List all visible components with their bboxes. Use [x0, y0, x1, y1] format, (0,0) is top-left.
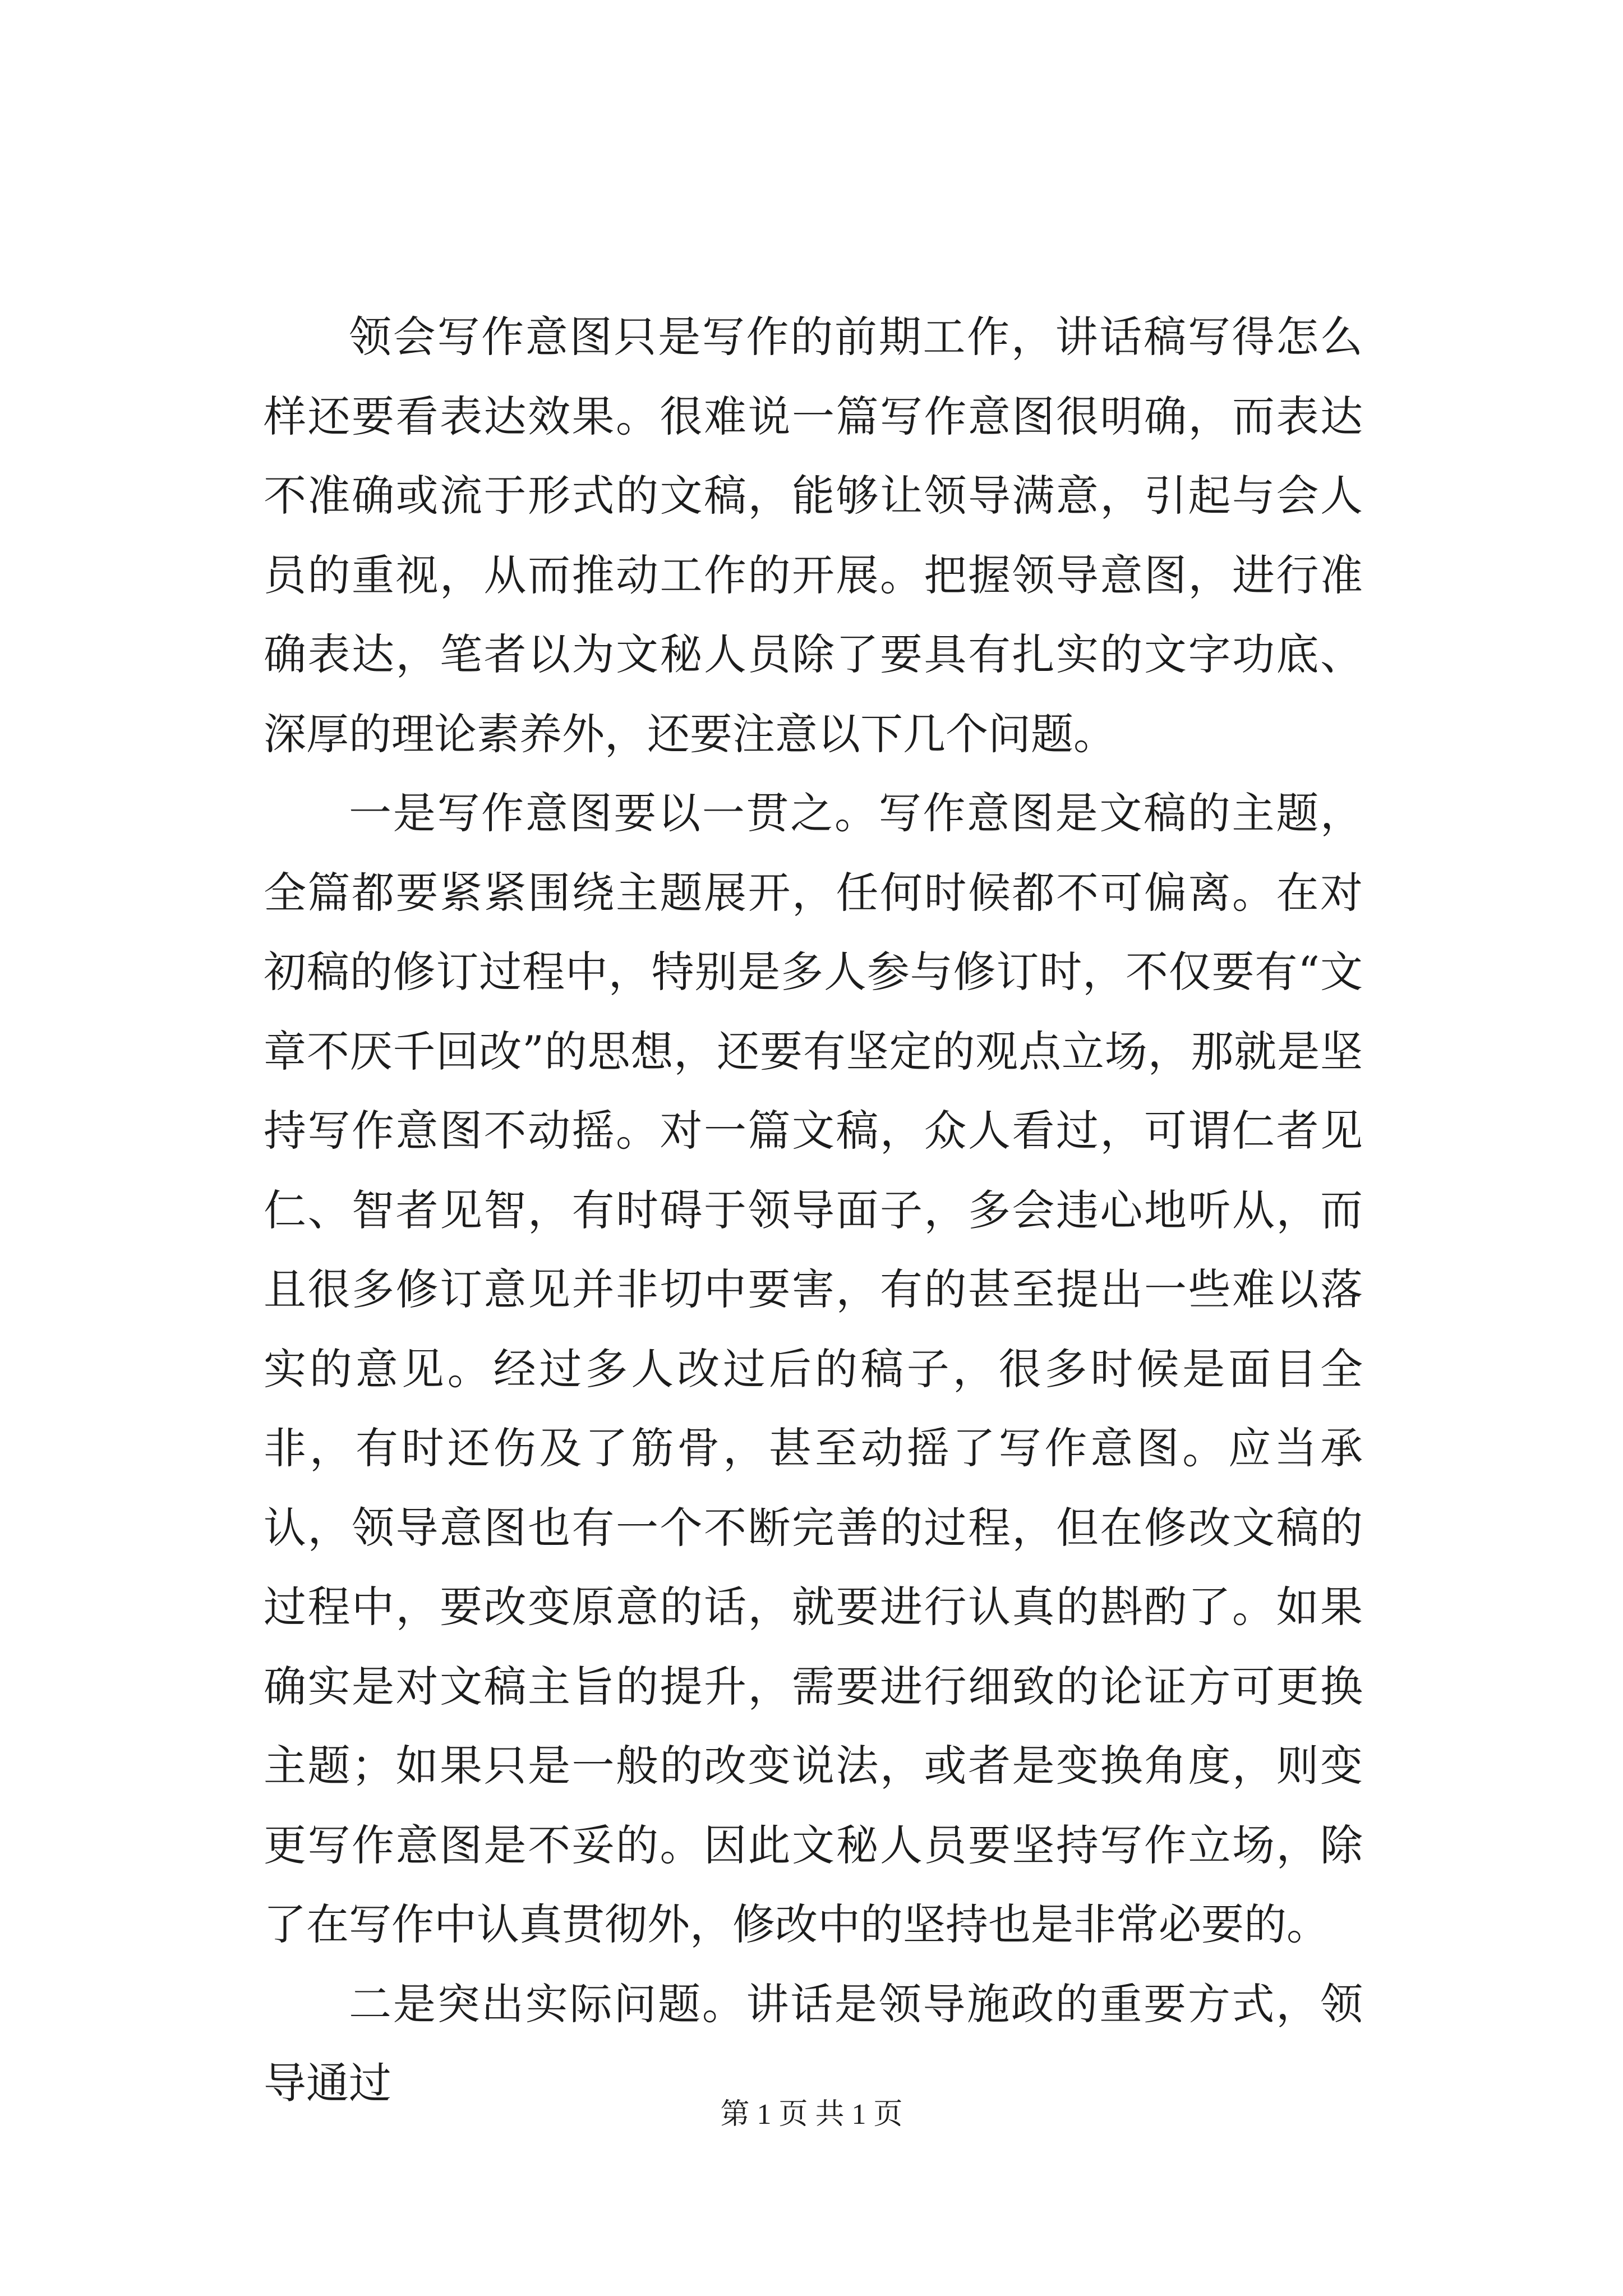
paragraph-point-one: 一是写作意图要以一贯之。写作意图是文稿的主题，全篇都要紧紧围绕主题展开，任何时候都不可偏离。在对初稿的修订过程中，特别是多人参与修订时，不仅要有“文章不厌千回改”的思想，还要有坚定的观点立场，那就是坚持写作意图不动摇。对一篇文稿，众人看过，可谓仁者见仁、智者见智，有时碍于领导面子，多会违心地听从，而且很多修订意见并非切中要害，有的甚至提出一些难以落实的意见。经过多人改过后的稿子，很多时候是面目全非，有时还伤及了筋骨，甚至动摇了写作意图。应当承认，领导意图也有一个不断完善的过程，但在修改文稿的过程中，要改变原意的话，就要进行认真的斟酌了。如果确实是对文稿主旨的提升，需要进行细致的论证方可更换主题；如果只是一般的改变说法，或者是变换角度，则变更写作意图是不妥的。因此文秘人员要坚持写作立场，除了在写作中认真贯彻外，修改中的坚持也是非常必要的。: [264, 788, 1363, 1949]
document-body: [264, 297, 1363, 2123]
paragraph-intro: 领会写作意图只是写作的前期工作，讲话稿写得怎么样还要看表达效果。很难说一篇写作意图很明确，而表达不准确或流于形式的文稿，能够让领导满意，引起与会人员的重视，从而推动工作的开展。把握领导意图，进行准确表达，笔者以为文秘人员除了要具有扎实的文字功底、深厚的理论素养外，还要注意以下几个问题。: [264, 312, 1363, 759]
paragraph-point-two: 二是突出实际问题。讲话是领导施政的重要方式，领导通过: [264, 1978, 1363, 2108]
page-footer: 第 1 页 共 1 页: [720, 2099, 903, 2131]
